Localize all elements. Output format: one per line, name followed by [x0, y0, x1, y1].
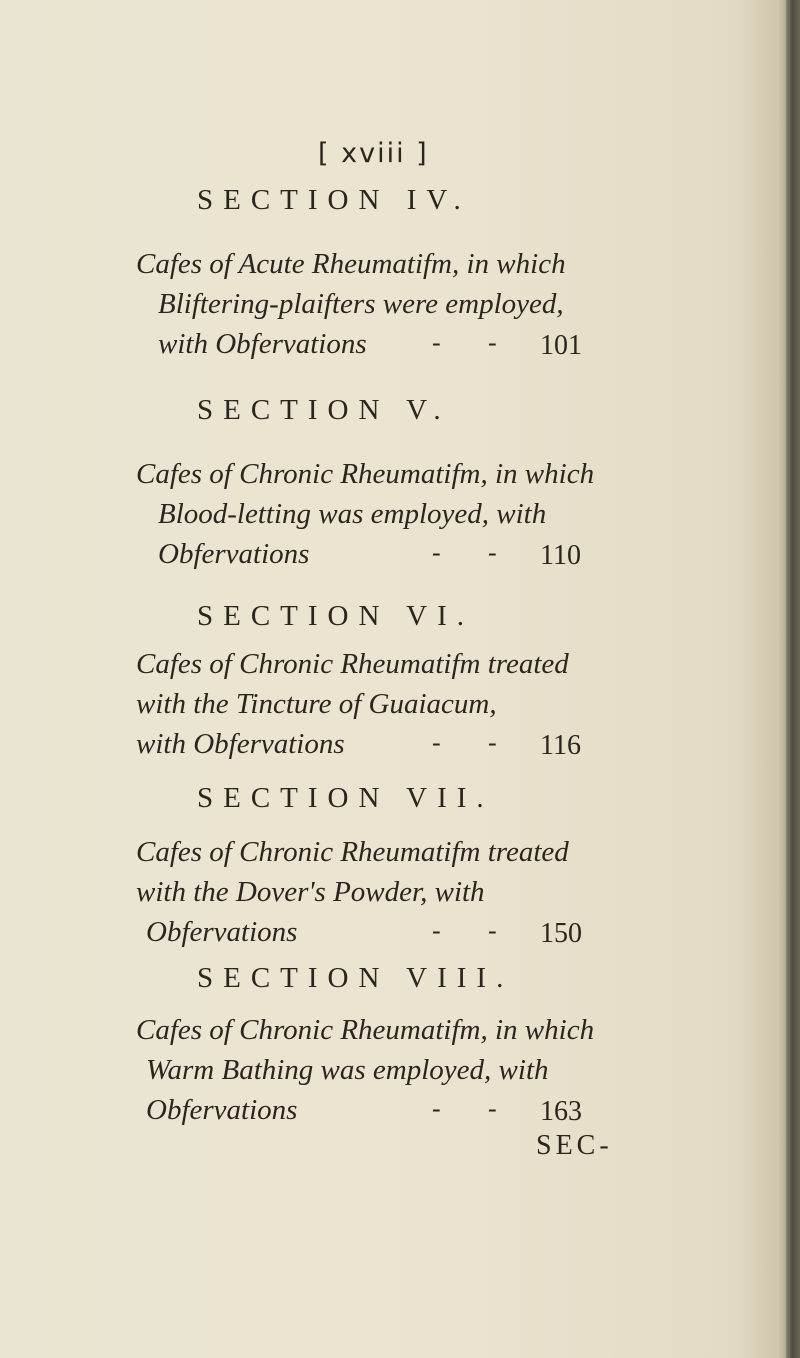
entry-line: Warm Bathing was employed, with [146, 1054, 549, 1086]
leader-dash: - [488, 538, 497, 567]
page-edge-shadow [778, 0, 786, 1358]
section-heading-vii: SECTION VII. [197, 782, 494, 814]
leader-dash: - [432, 728, 441, 757]
book-binding-edge [786, 0, 800, 1358]
entry-line: with Obfervations [136, 728, 345, 760]
leader-dash: - [432, 328, 441, 357]
catchword: SEC- [536, 1130, 613, 1161]
entry-line: Cafes of Chronic Rheumatifm, in which [136, 1014, 595, 1046]
entry-line: Cafes of Chronic Rheumatifm, in which [136, 458, 595, 490]
entry-line: Cafes of Chronic Rheumatifm treated [136, 836, 569, 868]
section-heading-v: SECTION V. [197, 394, 451, 426]
entry-line: with Obfervations [158, 328, 367, 360]
entry-line: with the Dover's Powder, with [136, 876, 485, 908]
entry-line: Obfervations [158, 538, 310, 570]
entry-line: Cafes of Chronic Rheumatifm treated [136, 648, 569, 680]
section-heading-viii: SECTION VIII. [197, 962, 514, 994]
entry-line: Bliftering-plaifters were employed, [158, 288, 564, 320]
entry-line: Obfervations [146, 916, 298, 948]
page-number: 163 [540, 1096, 582, 1127]
entry-line: with the Tincture of Guaiacum, [136, 688, 497, 720]
page-number: 150 [540, 918, 582, 949]
leader-dash: - [488, 728, 497, 757]
leader-dash: - [432, 916, 441, 945]
page-number: 101 [540, 330, 582, 361]
entry-line: Obfervations [146, 1094, 298, 1126]
section-heading-iv: SECTION IV. [197, 184, 471, 216]
page-number: 110 [540, 540, 581, 571]
leader-dash: - [488, 1094, 497, 1123]
leader-dash: - [488, 916, 497, 945]
entry-line: Blood-letting was employed, with [158, 498, 547, 530]
leader-dash: - [432, 538, 441, 567]
page-number: 116 [540, 730, 581, 761]
leader-dash: - [488, 328, 497, 357]
entry-line: Cafes of Acute Rheumatifm, in which [136, 248, 566, 280]
leader-dash: - [432, 1094, 441, 1123]
page-marker: [ xviii ] [318, 138, 429, 169]
section-heading-vi: SECTION VI. [197, 600, 475, 632]
